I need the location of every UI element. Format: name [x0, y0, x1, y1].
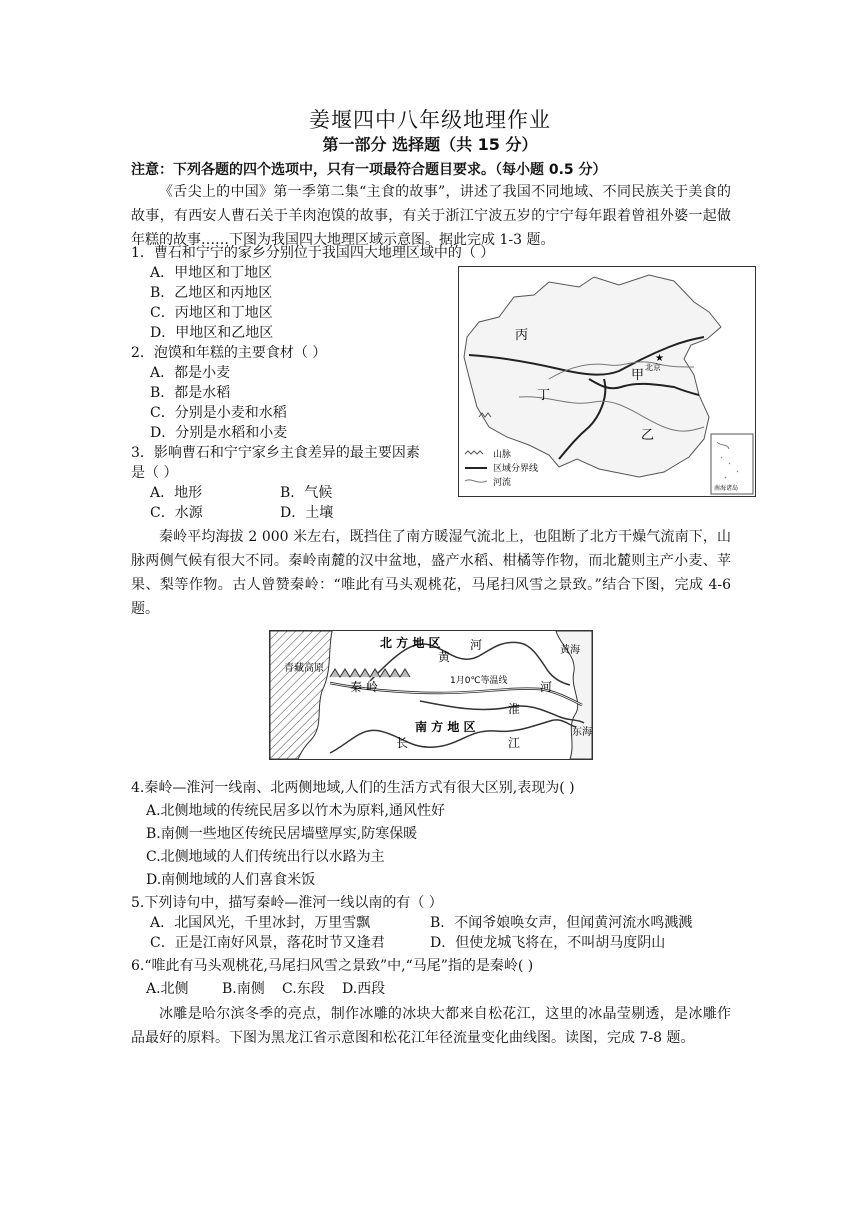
- question-1-option-b[interactable]: B．乙地区和丙地区: [150, 285, 273, 301]
- label-beijing: 北京: [645, 363, 661, 372]
- question-2-option-b[interactable]: B．都是水稻: [150, 385, 231, 401]
- question-5-option-a[interactable]: A．北国风光，千里冰封，万里雪飘: [150, 915, 371, 931]
- question-3-option-a[interactable]: A．地形: [150, 485, 203, 501]
- question-3-option-b[interactable]: B．气候: [280, 485, 333, 501]
- question-5-stem: 5.下列诗句中，描写秦岭—淮河一线以南的有（ ）: [131, 895, 443, 911]
- question-2-option-c[interactable]: C．分别是小麦和水稻: [150, 405, 287, 421]
- question-4-option-d[interactable]: D.南侧地域的人们喜食米饭: [146, 872, 316, 888]
- question-6-option-b[interactable]: B.南侧: [222, 981, 265, 997]
- legend-mountain-icon: [465, 451, 483, 454]
- question-3-option-d[interactable]: D．土壤: [280, 505, 334, 521]
- intro-paragraph-1: 《舌尖上的中国》第一季第二集“主食的故事”，讲述了我国不同地域、不同民族关于美食的故事，有西安人曹石关于羊肉泡馍的故事，有关于浙江宁波五岁的宁宁每年跟着曾祖外婆一起做年糕的故事……下图为我国四大地理区域示意图。据此完成 1-3 题。: [131, 184, 731, 248]
- legend-mountain-label: 山脉: [493, 450, 512, 460]
- question-1-option-a[interactable]: A．甲地区和丁地区: [150, 265, 273, 281]
- question-6-stem: 6.“唯此有马头观桃花,马尾扫风雪之景致”中,“马尾”指的是秦岭( ): [131, 958, 534, 974]
- question-6-option-c[interactable]: C.东段: [282, 981, 325, 997]
- label-region-jia: 甲: [631, 368, 645, 383]
- label-region-yi: 乙: [641, 428, 655, 443]
- question-3-stem-line2: 是（ ）: [131, 465, 178, 481]
- china-outline: [464, 275, 721, 477]
- question-2-stem: 2．泡馍和年糕的主要食材（ ）: [131, 345, 327, 361]
- legend-boundary-label: 区域分界线: [493, 464, 539, 474]
- intro-paragraph-3: 冰雕是哈尔滨冬季的亮点，制作冰雕的冰块大都来自松花江，这里的冰晶莹剔透，是冰雕作品最好的原料。下图为黑龙江省示意图和松花江年径流量变化曲线图。读图，完成 7-8 题。: [131, 1006, 731, 1046]
- question-5-option-c[interactable]: C．正是江南好风景，落花时节又逢君: [150, 935, 385, 951]
- legend-river-label: 河流: [493, 478, 512, 488]
- question-5-option-b[interactable]: B．不闻爷娘唤女声，但闻黄河流水鸣溅溅: [430, 915, 693, 931]
- label-region-bing: 丙: [515, 328, 529, 343]
- label-huanghai: 黄海: [560, 645, 580, 656]
- qinling-map-graphic: [270, 631, 592, 759]
- page-title: 姜堰四中八年级地理作业: [309, 108, 551, 132]
- label-isotherm: 1月0℃等温线: [450, 676, 508, 686]
- legend-river-icon: [465, 480, 487, 482]
- label-plateau: 青藏高原: [284, 663, 324, 674]
- plateau-hatched-area: [270, 631, 332, 759]
- question-3-stem-line1: 3．影响曹石和宁宁家乡主食差异的最主要因素: [131, 445, 420, 461]
- label-north-region: 北 方 地 区: [380, 636, 441, 650]
- label-region-ding: 丁: [537, 388, 551, 403]
- label-qinling: 秦 岭: [350, 680, 378, 694]
- question-3-option-c[interactable]: C．水源: [150, 505, 203, 521]
- question-1-stem: 1．曹石和宁宁的家乡分别位于我国四大地理区域中的（ ）: [131, 245, 495, 261]
- qinling-mountains: [330, 669, 410, 677]
- qinling-huaihe-map: [269, 630, 593, 760]
- label-south-region: 南 方 地 区: [415, 720, 476, 734]
- label-donghai: 东海: [572, 727, 592, 738]
- question-2-option-a[interactable]: A．都是小麦: [150, 365, 231, 381]
- beijing-star-icon: ★: [655, 353, 664, 364]
- question-4-option-b[interactable]: B.南侧一些地区传统民居墙壁厚实,防寒保暖: [146, 826, 418, 842]
- label-chang: 长: [396, 736, 409, 750]
- label-he2: 河: [540, 680, 553, 694]
- question-4-option-c[interactable]: C.北侧地域的人们传统出行以水路为主: [146, 849, 385, 865]
- china-regions-map: [458, 266, 756, 497]
- question-6-option-a[interactable]: A.北侧: [146, 981, 189, 997]
- question-6-option-d[interactable]: D.西段: [342, 981, 386, 997]
- intro-paragraph-2: 秦岭平均海拔 2 000 米左右，既挡住了南方暖湿气流北上，也阻断了北方干燥气流南下，山脉两侧气候有很大不同。秦岭南麓的汉中盆地，盛产水稻、柑橘等作物，而北麓则主产小麦、苹果、梨等作物。古人曾赞秦岭：“唯此有马头观桃花，马尾扫风雪之景致。”结合下图，完成 4-6 题。: [131, 529, 731, 617]
- notice-text: 注意：下列各题的四个选项中，只有一项最符合题目要求。（每小题 0.5 分）: [131, 162, 607, 178]
- section-subtitle: 第一部分 选择题（共 15 分）: [322, 135, 538, 154]
- inset-caption: 南海诸岛: [714, 485, 739, 492]
- question-1-option-d[interactable]: D．甲地区和乙地区: [150, 325, 274, 341]
- china-map-graphic: [459, 267, 755, 496]
- question-5-option-d[interactable]: D．但使龙城飞将在，不叫胡马度阴山: [430, 935, 666, 951]
- question-4-stem: 4.秦岭—淮河一线南、北两侧地域,人们的生活方式有很大区别,表现为( ): [131, 780, 575, 796]
- label-he: 河: [470, 638, 483, 652]
- question-2-option-d[interactable]: D．分别是水稻和小麦: [150, 425, 288, 441]
- question-4-option-a[interactable]: A.北侧地域的传统民居多以竹木为原料,通风性好: [146, 803, 446, 819]
- question-1-option-c[interactable]: C．丙地区和丁地区: [150, 305, 273, 321]
- label-huai: 淮: [508, 702, 521, 716]
- label-jiang: 江: [508, 736, 521, 750]
- label-huang: 黄: [438, 650, 451, 664]
